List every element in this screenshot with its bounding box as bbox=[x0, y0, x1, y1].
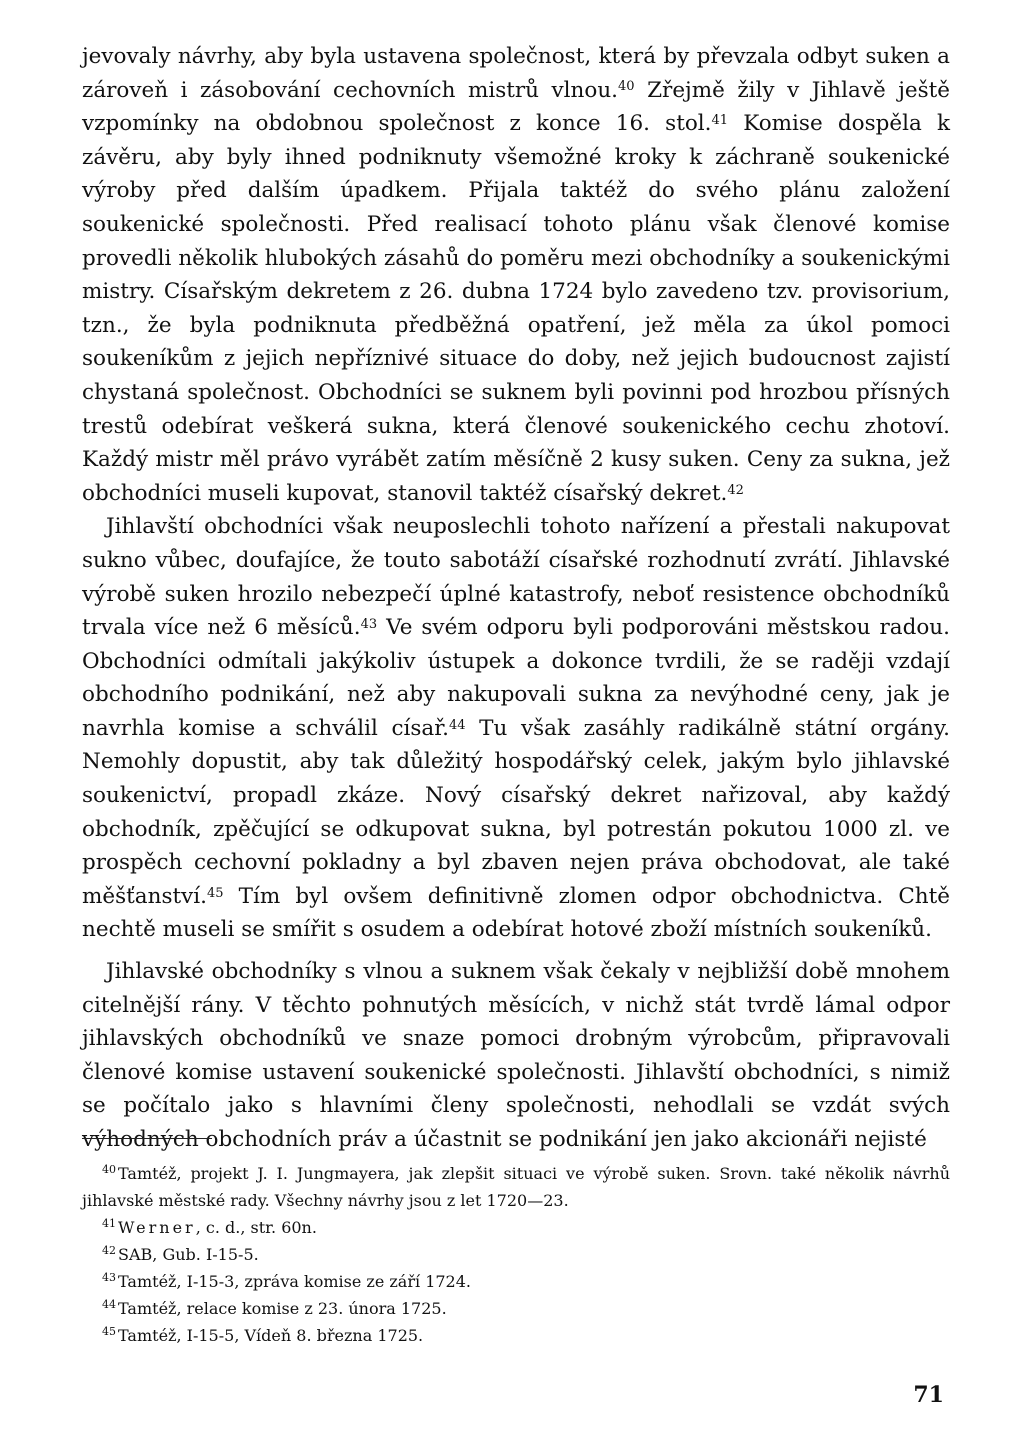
footnote-44 bbox=[82, 1295, 950, 1322]
page-number: 71 bbox=[913, 1382, 944, 1408]
text-run: jevovaly návrhy, aby byla ustavena společnost, která by převzala odbyt suken a zároveň i zásobování cechovních mistrů vlnou. bbox=[82, 44, 950, 103]
text-run: Komise dospěla k závěru, aby byly ihned podniknuty všemožné kroky k záchraně soukenické výroby před dalším úpadkem. Přijala taktéž do svého plánu založení soukenické společnosti. Před realisací tohoto plánu však členové komise provedli několik hlubokých zásahů do poměru mezi obchodníky a soukenickými mistry. Císařským dekretem z 26. dubna 1724 bylo zavedeno tzv. provisorium, tzn., že byla podniknuta předběžná opatření, jež měla za úkol pomoci soukeníkům z jejich nepříznivé situace do doby, než jejich budoucnost zajistí chystaná společnost. Obchodníci se suknem byli povinni pod hrozbou přísných trestů odebírat veškerá sukna, která členové soukenického cechu zhotoví. Každý mistr měl právo vyrábět zatím měsíčně 2 kusy suken. Ceny za sukna, jež obchodníci museli kupovat, stanovil taktéž císařský dekret. bbox=[82, 111, 951, 506]
footnote-40 bbox=[82, 1160, 950, 1214]
text-run: Jihlavské obchodníky s vlnou a suknem však čekaly v nejbližší době mnohem citelnější rány. V těchto pohnutých měsících, v nichž stát tvrdě lámal odpor jihlavských obchodníků ve snaze pomoci drobným výrobcům, připravovali členové komise ustavení soukenické společnosti. Jihlavští obchodníci, s nimiž se počítalo jako s hlavními členy společnosti, nehodlali se vzdát svých výhodných obchodních práv a účastnit se podnikání jen jako akcionáři nejisté bbox=[82, 959, 950, 1152]
footnote-ref-44: 44 bbox=[448, 717, 466, 733]
footnote-43 bbox=[82, 1268, 950, 1295]
footnote-number: 42 bbox=[102, 1243, 116, 1257]
footnote-number: 41 bbox=[102, 1216, 116, 1230]
footnote-divider bbox=[82, 1138, 212, 1139]
paragraph-1 bbox=[82, 40, 950, 510]
footnote-ref-41: 41 bbox=[711, 113, 729, 129]
footnote-text: Tamtéž, I-15-5, Vídeň 8. března 1725. bbox=[118, 1326, 424, 1345]
text-run: Tu však zasáhly radikálně státní orgány. Nemohly dopustit, aby tak důležitý hospodářský celek, jakým bylo jihlavské soukenictví, propadl zkáze. Nový císařský dekret nařizoval, aby každý obchodník, zpěčující se odkupovat sukna, byl potrestán pokutou 1000 zl. ve prospěch cechovní pokladny a byl zbaven nejen práva obchodovat, ale také měšťanství. bbox=[82, 715, 950, 909]
text-run: Jihlavští obchodníci však neuposlechli tohoto nařízení a přestali nakupovat sukno vůbec, doufajíce, že touto sabotáží císařské rozhodnutí zvrátí. Jihlavské výrobě suken hrozilo nebezpečí úplné katastrofy, neboť resistence obchodníků trvala více než 6 měsíců. bbox=[82, 514, 950, 641]
text-run: Zřejmě žily v Jihlavě ještě vzpomínky na obdobnou společnost z konce 16. stol. bbox=[82, 77, 950, 137]
footnote-text: , c. d., str. 60n. bbox=[195, 1218, 317, 1237]
footnote-ref-43: 43 bbox=[360, 616, 378, 632]
footnote-text: Tamtéž, projekt J. I. Jungmayera, jak zlepšit situaci ve výrobě suken. Srovn. také několik návrhů jihlavské městské rady. Všechny návrhy jsou z let 1720—23. bbox=[82, 1164, 950, 1210]
footnote-ref-45: 45 bbox=[206, 885, 224, 901]
footnote-45 bbox=[82, 1322, 950, 1349]
footnote-number: 40 bbox=[102, 1162, 116, 1176]
footnote-author: Werner bbox=[118, 1218, 196, 1237]
text-run: Tím byl ovšem definitivně zlomen odpor obchodnictva. Chtě nechtě museli se smířit s osudem a odebírat hotové zboží místních soukeníků. bbox=[82, 883, 950, 943]
footnote-42 bbox=[82, 1241, 950, 1268]
paragraph-2 bbox=[82, 510, 950, 947]
paragraph-3 bbox=[82, 955, 950, 1157]
footnote-number: 43 bbox=[102, 1270, 116, 1284]
footnote-text: Tamtéž, I-15-3, zpráva komise ze září 1724. bbox=[118, 1272, 471, 1291]
footnote-ref-40: 40 bbox=[618, 79, 635, 95]
footnote-ref-42: 42 bbox=[727, 482, 744, 498]
text-run: Ve svém odporu byli podporováni městskou radou. Obchodníci odmítali jakýkoliv ústupek a dokonce tvrdili, že se raději vzdají obchodního podnikání, než aby nakupovali sukna za nevýhodné ceny, jak je navrhla komise a schválil císař. bbox=[82, 615, 950, 741]
footnote-41 bbox=[82, 1214, 950, 1241]
footnote-text: SAB, Gub. I-15-5. bbox=[118, 1245, 259, 1264]
footnote-number: 45 bbox=[102, 1324, 116, 1338]
footnote-text: Tamtéž, relace komise z 23. února 1725. bbox=[118, 1299, 447, 1318]
main-text bbox=[82, 40, 950, 1157]
footnotes bbox=[82, 1160, 950, 1349]
footnote-number: 44 bbox=[102, 1297, 116, 1311]
